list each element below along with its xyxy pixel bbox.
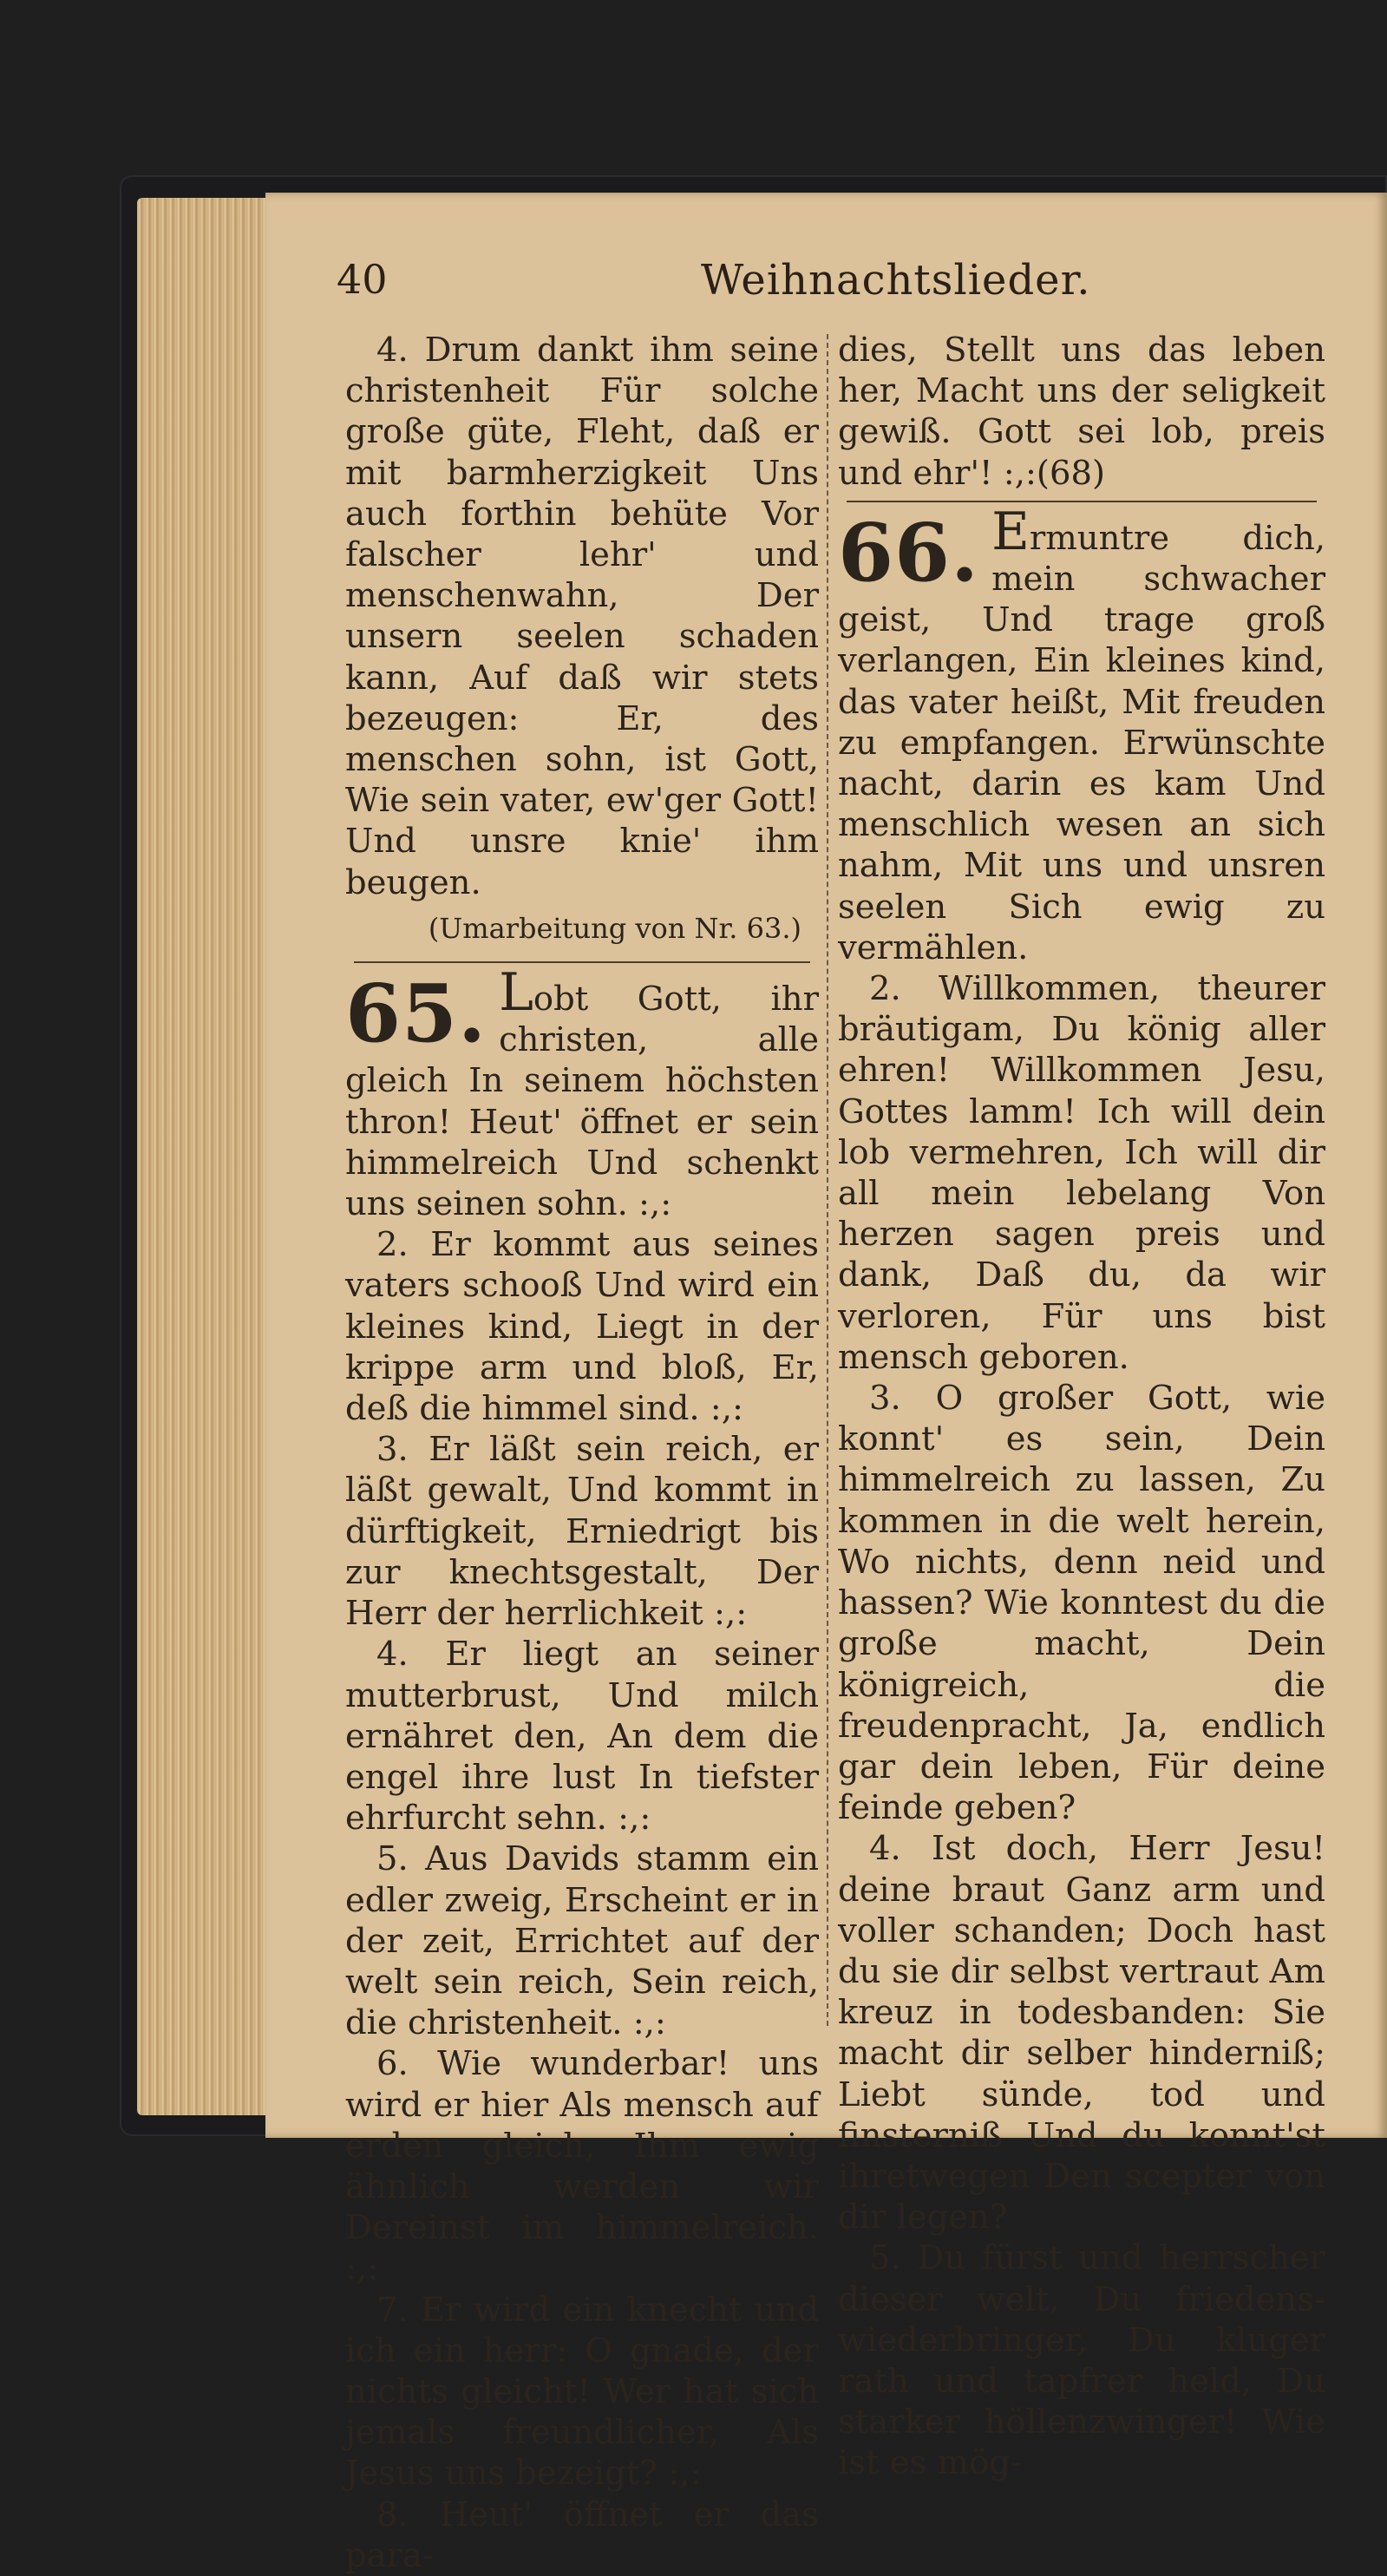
hymn65-stanza7: 7. Er wird ein knecht und ich ein herr: O gnade, der nichts gleicht! Wer hat sich jemals freundlicher, Als Jesus uns bezeigt? :,: [345,2290,819,2494]
running-title: Weihnachtslieder. [701,256,1091,305]
hymn66-stanza1-text: rmuntre dich, mein schwacher geist, Und trage groß verlangen, Ein kleines kind, das vater heißt, Mit freuden zu empfangen. Erwünschte nacht, darin es kam Und menschlich wesen an sich nahm, Mit uns und unsren seelen Sich ewig zu vermählen. [838,518,1325,967]
hymn66-stanza2: 2. Willkommen, theurer bräutigam, Du könig aller ehren! Willkommen Jesu, Gottes lamm! Ich will dein lob vermehren, Ich will dir all mein lebelang Von herzen sagen preis und dank, Daß du, da wir verloren, Für uns bist mensch geboren. [838,969,1325,1377]
hymn66-initial: E [991,501,1030,562]
hymn-separator [354,961,810,963]
column-divider [827,334,828,2026]
hymn66-stanza4: 4. Ist doch, Herr Jesu! deine braut Ganz arm und voller schanden; Doch hast du sie dir selbst vertraut Am kreuz in todesbanden: Sie macht dir selber hinderniß; Liebt sünde, tod und finsterniß Und du konnt'st ihretwegen Den scepter von dir legen? [838,1829,1325,2238]
hymn65-initial: L [499,962,533,1024]
hymn65-stanza1 [345,962,819,1224]
page-edges [137,198,276,2115]
page-number: 40 [337,256,388,303]
hymn65-stanza4: 4. Er liegt an seiner mutterbrust, Und milch ernähret den, An dem die engel ihre lust In tiefster ehrfurcht sehn. :,: [345,1635,819,1839]
page-header [337,256,1334,317]
hymn65-stanza1-text: obt Gott, ihr christen, alle gleich In seinem höchsten thron! Heut' öffnet er sein himmelreich Und schenkt uns seinen sohn. :,: [345,980,819,1224]
hymn65-stanza8: 8. Heut' öffnet er das para- [345,2494,819,2575]
hymn65-stanza8-end: dies, Stellt uns das leben her, Macht uns der seligkeit gewiß. Gott sei lob, preis und ehr'! :,:(68) [838,331,1325,493]
hymn66-stanza5: 5. Du fürst und herrscher dieser welt, Du friedens-wiederbringer, Du kluger rath und tapfrer held, Du starker höllenzwinger! Wie ist es mög- [838,2238,1325,2483]
left-column [345,330,819,2576]
hymn66-stanza3: 3. O großer Gott, wie konnt' es sein, Dein himmelreich zu lassen, Zu kommen in die welt herein, Wo nichts, denn neid und hassen? Wie konntest du die große macht, Dein königreich, die freudenpracht, Ja, endlich gar dein leben, Für deine feinde geben? [838,1379,1325,1828]
hymn66-number: 66. [838,505,980,600]
hymn66-stanza1 [838,501,1325,968]
hymn65-stanza5: 5. Aus Davids stamm ein edler zweig, Erscheint er in der zeit, Errichtet auf der welt sein reich, Sein reich, die christenheit. :,: [345,1839,819,2043]
hymn65-stanza3: 3. Er läßt sein reich, er läßt gewalt, Und kommt in dürftigkeit, Erniedrigt bis zur knechtsgestalt, Der Herr der herrlichkeit :,: [345,1430,819,1634]
hymn65-stanza6: 6. Wie wunderbar! uns wird er hier Als mensch auf erden gleich, Ihm ewig ähnlich werden wir Dereinst im himmelreich. :,: [345,2044,819,2289]
hymn65-number: 65. [345,967,487,1061]
hymn64-source: (Umarbeitung von Nr. 63.) [428,911,801,945]
hymn64-stanza4: 4. Drum dankt ihm seine christenheit Für solche große güte, Fleht, daß er mit barmherzigkeit Uns auch forthin behüte Vor falscher lehr' und menschenwahn, Der unsern seelen schaden kann, Auf daß wir stets bezeugen: Er, des menschen sohn, ist Gott, Wie sein vater, ew'ger Gott! Und unsre knie' ihm beugen. [345,331,819,902]
right-column [838,330,1325,2484]
hymn65-stanza2: 2. Er kommt aus seines vaters schooß Und wird ein kleines kind, Liegt in der krippe arm und bloß, Er, deß die himmel sind. :,: [345,1225,819,1429]
hymn-separator [847,501,1317,502]
